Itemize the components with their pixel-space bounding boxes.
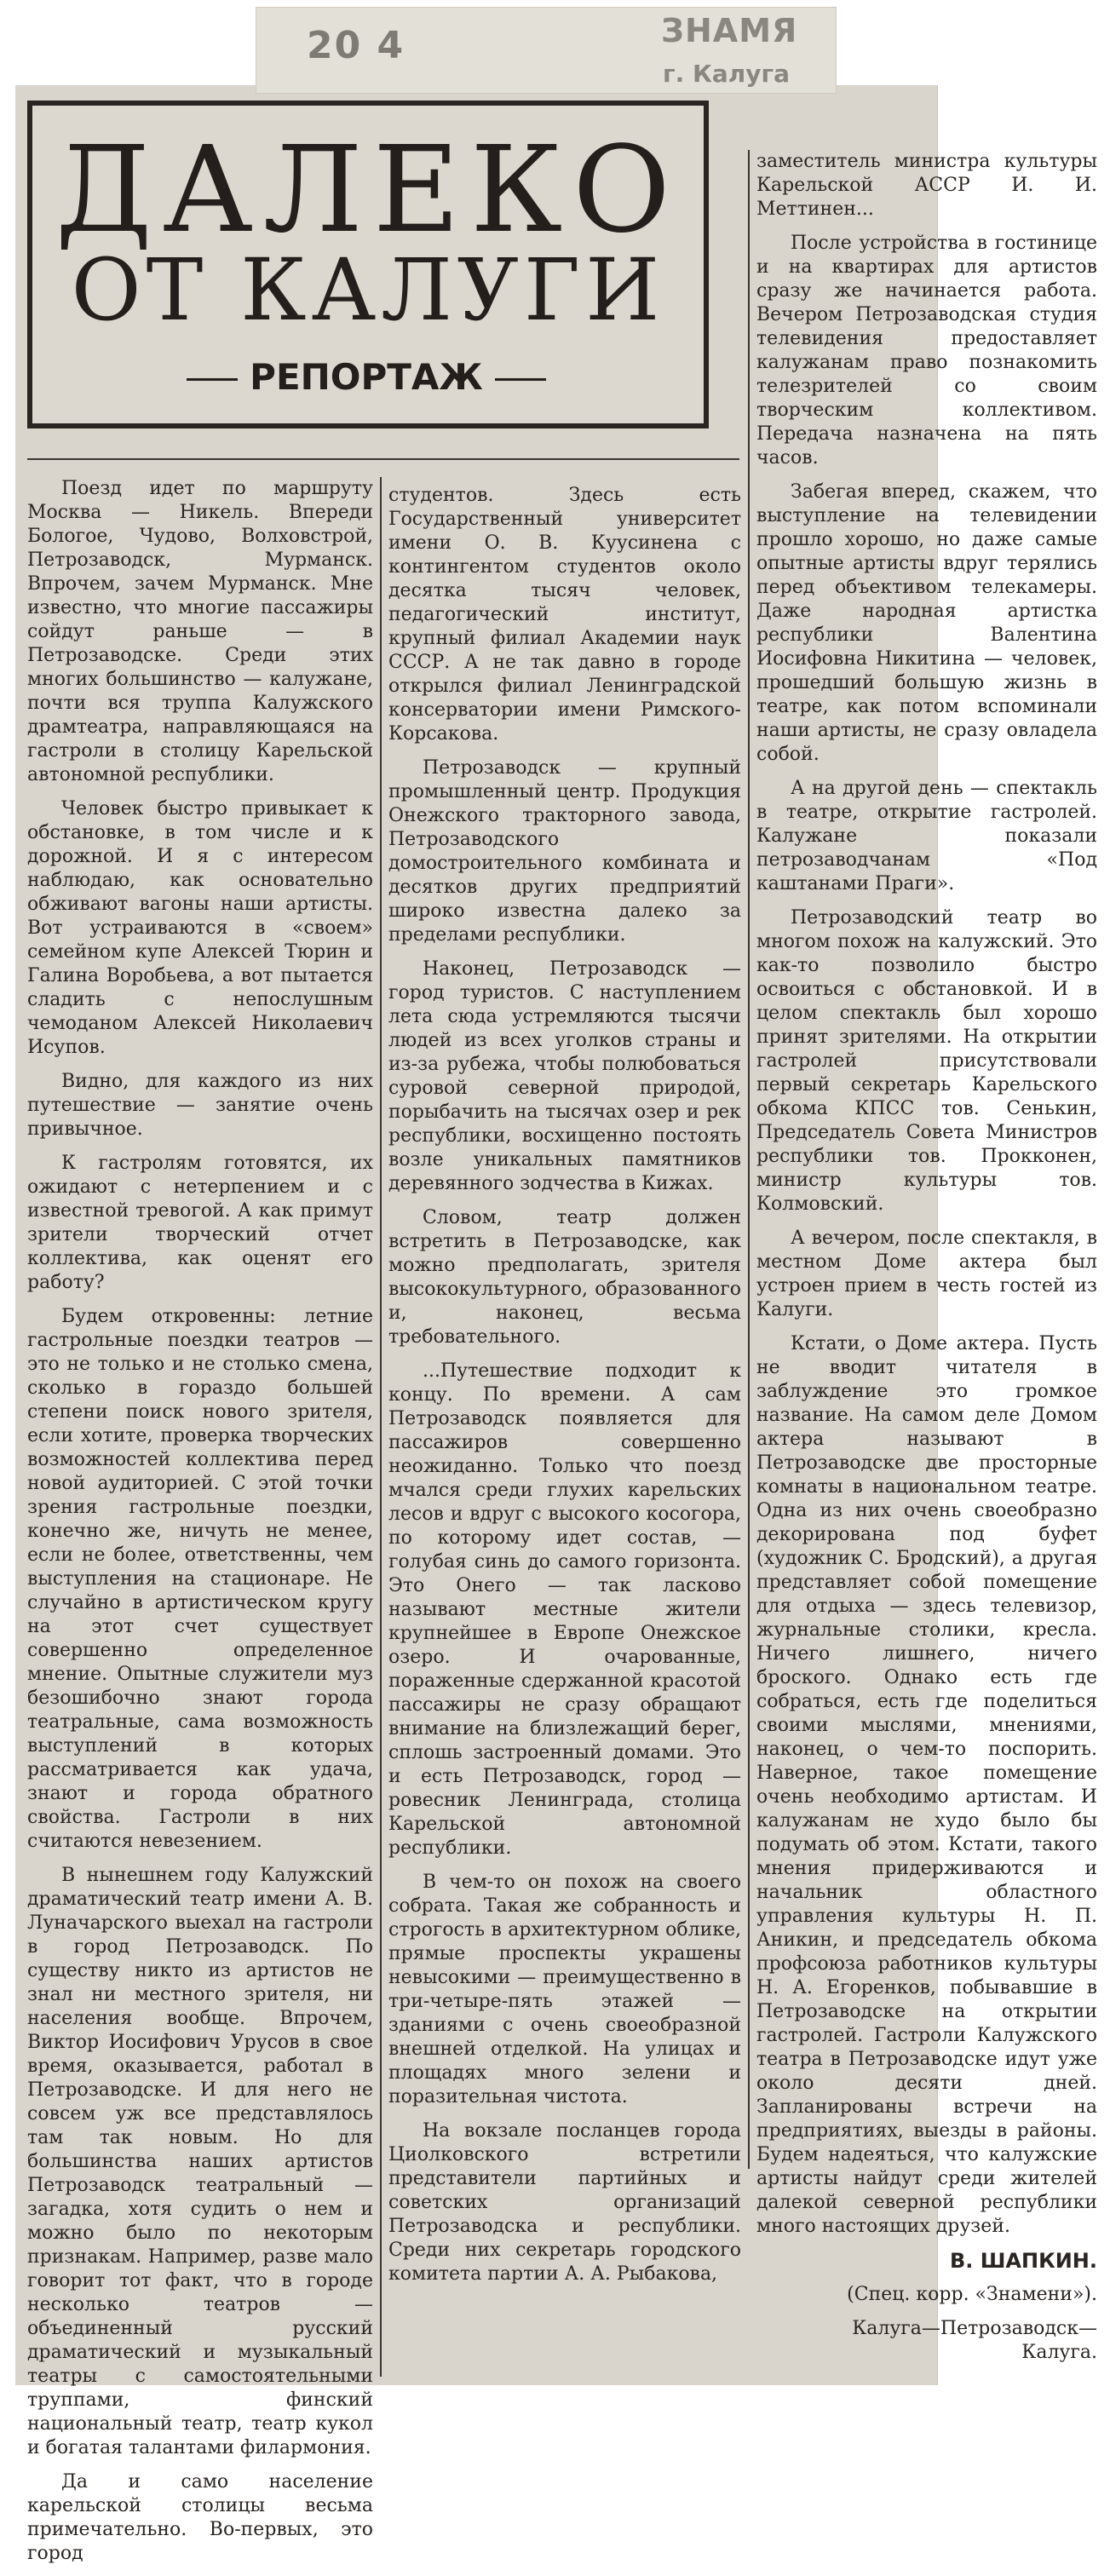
stamp-city: г. Калуга <box>663 60 791 88</box>
paragraph: Да и само население карельской столицы весьма примечательно. Во-первых, это город <box>27 2471 373 2564</box>
rubric-rule-right <box>495 378 546 381</box>
paragraph: Человек быстро привыкает к обстановке, в том числе и к дорожной. И я с интересом наблюдаю, как основательно обживают вагоны наши артисты. Вот устраиваются в «своем» семейном купе Алексей Тюрин и Галина Воробьева, а вот пытается сладить с непослушным чемоданом Алексей Николаевич Исупов. <box>27 798 373 1058</box>
rubric-label: РЕПОРТАЖ <box>250 356 483 398</box>
dateline-route: Калуга—Петрозаводск—Калуга. <box>852 2318 1097 2363</box>
rubric-rule-left <box>187 378 238 381</box>
paragraph: студентов. Здесь есть Государственный университет имени О. В. Куусинена с контингентом студентов около десятка тысяч человек, педагогический институт, крупный филиал Академии наук СССР. А не так давно в городе открылся филиал Ленинградской консерватории имени Римского-Корсакова. <box>388 485 741 745</box>
rubric <box>170 356 562 398</box>
author-role: (Спец. корр. «Знамени»). <box>847 2284 1097 2305</box>
headline-bottom-rule <box>27 458 739 460</box>
paragraph: А на другой день — спектакль в театре, открытие гастролей. Калужане показали петрозаводчанам «Под каштанами Праги». <box>756 778 1097 894</box>
paragraph: Петрозаводский театр во многом похож на калужский. Это как-то позволило быстро освоиться с обстановкой. И в целом спектакль был хорошо принят зрителями. На открытии гастролей присутствовали первый секретарь Карельского обкома КПСС тов. Сенькин, Председатель Совета Министров республики тов. Прокконен, министр культуры тов. Колмовский. <box>756 907 1097 1215</box>
column-rule-1 <box>380 477 382 2377</box>
paragraph: заместитель министра культуры Карельской АССР И. И. Меттинен... <box>756 151 1097 220</box>
paragraph: В чем-то он похож на своего собрата. Такая же собранность и строгость в архитектурном облике, прямые проспекты украшены невысокими — преимущественно в три-четыре-пять этажей — зданиями с очень своеобразной внешней отделкой. На улицах и площадях много зелени и поразительная чистота. <box>388 1872 741 2107</box>
column-rule-2 <box>748 150 750 2169</box>
author-signature: В. ШАПКИН. <box>950 2249 1097 2273</box>
paragraph: Кстати, о Доме актера. Пусть не вводит читателя в заблуждение это громкое название. На самом деле Домом актера называют в Петрозаводске две просторные комнаты в национальном театре. Одна из них очень своеобразно декорирована под буфет (художник С. Бродский), а другая представляет собой помещение для отдыха — здесь телевизор, журнальные столики, кресла. Ничего лишнего, ничего броского. Однако есть где собраться, есть где поделиться своими мыслями, мнениями, наконец, о чем-то поспорить. Наверное, такое помещение очень необходимо артистам. И калужанам не худо было бы подумать об этом. Кстати, такого мнения придерживаются и начальник областного управления культуры Н. П. Аникин, и председатель обкома профсоюза работников культуры Н. А. Егоренков, побывавшие в Петрозаводске на открытии гастролей. Гастроли Калужского театра в Петрозаводске идут уже около десяти дней. Запланированы встречи на предприятиях, выезды в районы. Будем надеяться, что калужские артисты найдут среди жителей далекой северной республики много настоящих друзей. <box>756 1333 1097 2237</box>
paragraph: А вечером, после спектакля, в местном Доме актера был устроен прием в честь гостей из Калуги. <box>756 1228 1097 1320</box>
paragraph: ...Путешествие подходит к концу. По времени. А сам Петрозаводск появляется для пассажиров совершенно неожиданно. Только что поезд мчался среди глухих карельских лесов и вдруг с высокого косогора, по которому идет состав, — голубая синь до самого горизонта. Это Онего — так ласково называют местные жители крупнейшее в Европе Онежское озеро. И очарованные, пораженные сдержанной красотой пассажиры не сразу обращают внимание на близлежащий берег, сплошь застроенный домами. Это и есть Петрозаводск, город — ровесник Ленинграда, столица Карельской автономной республики. <box>388 1360 741 1859</box>
headline-line-2: ОТ КАЛУГИ <box>71 240 665 340</box>
paragraph: Наконец, Петрозаводск — город туристов. С наступлением лета сюда устремляются тысячи людей из всех уголков страны и из-за рубежа, чтобы полюбоваться суровой северной природой, порыбачить на тысячах озер и рек республики, восхищенно постоять возле уникальных памятников деревянного зодчества в Кижах. <box>388 958 741 1194</box>
paragraph: Забегая вперед, скажем, что выступление на телевидении прошло хорошо, но даже самые опытные артисты вдруг терялись перед объективом телекамеры. Даже народная артистка республики Валентина Иосифовна Никитина — человек, прошедший большую жизнь в театре, как потом вспоминали наши артисты, не сразу овладела собой. <box>756 481 1097 765</box>
paragraph: В нынешнем году Калужский драматический театр имени А. В. Луначарского выехал на гастроли в город Петрозаводск. По существу никто из артистов не знал ни местного зрителя, ни населения вообще. Впрочем, Виктор Иосифович Урусов в свое время, оказывается, работал в Петрозаводске. И для него не совсем уж все представлялось там так новым. Но для большинства наших артистов Петрозаводск театральный — загадка, хотя судить о нем и можно было по некоторым признакам. Например, разве мало говорит тот факт, что в городе несколько театров — объединенный русский драматический и музыкальный театры с самостоятельными труппами, финский национальный театр, театр кукол и богатая талантами филармония. <box>27 1865 373 2458</box>
stamp-date: 20 4 <box>307 24 405 67</box>
paragraph: Будем откровенны: летние гастрольные поездки театров — это не только и не столько смена, сколько в гораздо большей степени поиск нового зрителя, если хотите, проверка творческих возможностей коллектива перед новой аудиторией. С этой точки зрения гастрольные поездки, конечно же, ничуть не менее, если не более, ответственны, чем выступления на стационаре. Не случайно в артистическом кругу на этот счет существует совершенно определенное мнение. Опытные служители муз безошибочно знают города театральные, сама возможность выступлений в которых рассматривается как удача, знают и города обратного свойства. Гастроли в них считаются невезением. <box>27 1306 373 1852</box>
paragraph: Видно, для каждого из них путешествие — занятие очень привычное. <box>27 1071 373 1140</box>
paragraph: Петрозаводск — крупный промышленный центр. Продукция Онежского тракторного завода, Петрозаводского домостроительного комбината и десятков других предприятий широко известна далеко за пределами республики. <box>388 757 741 946</box>
stamp-newspaper-name: ЗНАМЯ <box>661 12 798 49</box>
paragraph: К гастролям готовятся, их ожидают с нетерпением и с известной тревогой. А как примут зрители творческий отчет коллектива, как оценят его работу? <box>27 1153 373 1293</box>
paragraph: Поезд идет по маршруту Москва — Никель. Впереди Бологое, Чудово, Волховстрой, Петрозаводск, Мурманск. Впрочем, зачем Мурманск. Мне известно, что многие пассажиры сойдут раньше — в Петрозаводске. Среди этих многих большинство — калужане, почти вся труппа Калужского драмтеатра, направляющаяся на гастроли в столицу Карельской автономной республики. <box>27 478 373 785</box>
headline-line-1: ДАЛЕКО <box>55 121 681 260</box>
paragraph: Словом, театр должен встретить в Петрозаводске, как можно предполагать, зрителя высококультурного, образованного и, наконец, весьма требовательного. <box>388 1207 741 1348</box>
paragraph: После устройства в гостинице и на квартирах для артистов сразу же начинается работа. Вечером Петрозаводская студия телевидения предоставляет калужанам право познакомить телезрителей со своим творческим коллективом. Передача назначена на пять часов. <box>756 233 1097 469</box>
article-column-3 <box>756 150 1097 2375</box>
article-column-2 <box>388 484 741 2297</box>
paragraph: На вокзале посланцев города Циолковского встретили представители партийных и советских организаций Петрозаводска и республики. Среди них секретарь городского комитета партии А. А. Рыбакова, <box>388 2120 741 2285</box>
article-column-1 <box>27 477 373 2576</box>
